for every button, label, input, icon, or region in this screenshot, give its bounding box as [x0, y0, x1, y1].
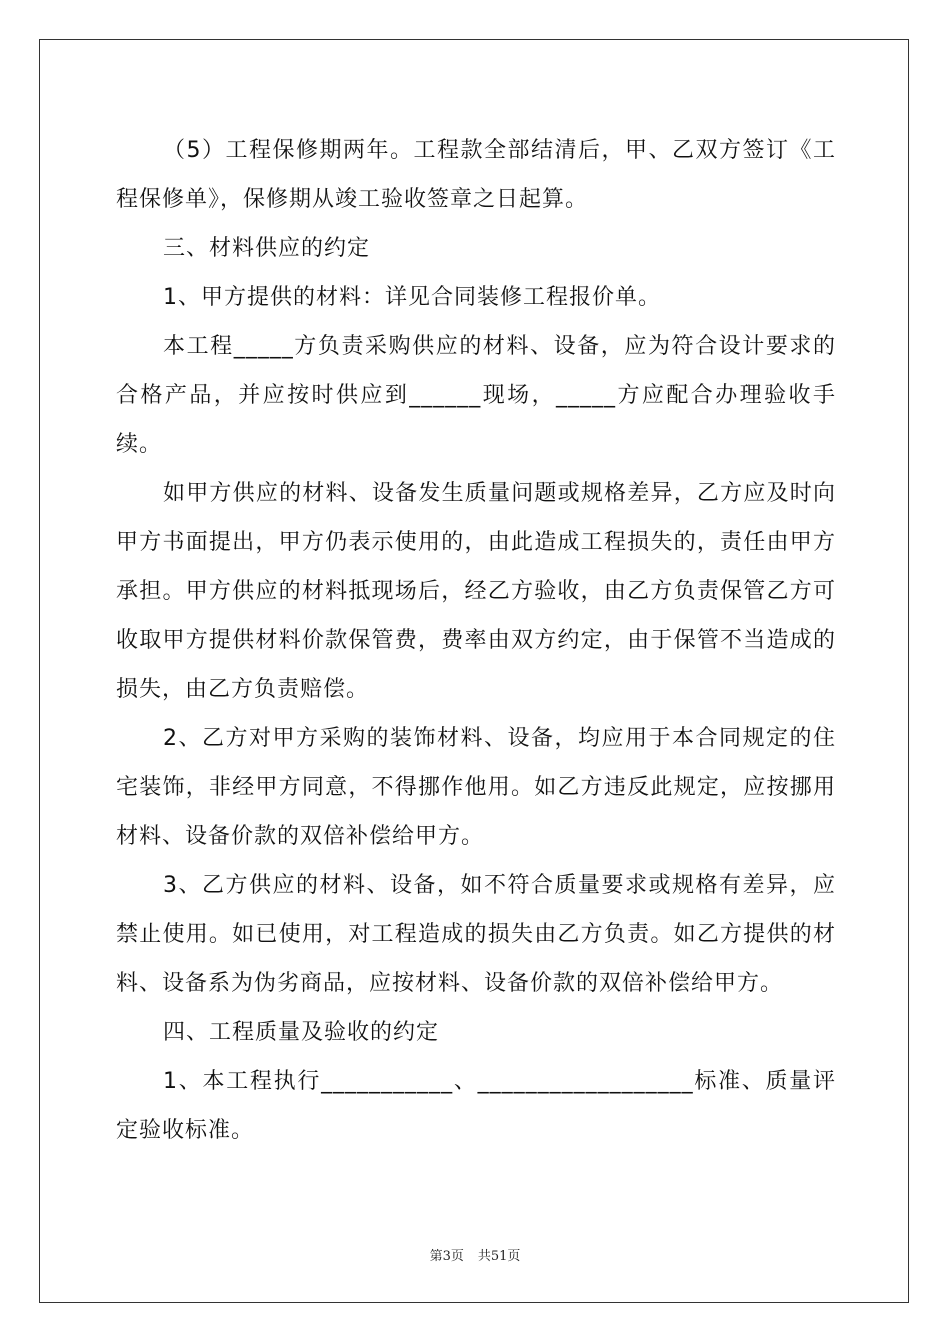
- page-number: 第3页: [429, 1249, 464, 1264]
- page-footer: [0, 1245, 950, 1264]
- paragraph-warranty: （5）工程保修期两年。工程款全部结清后，甲、乙双方签订《工程保修单》，保修期从竣工验收签章之日起算。: [116, 138, 836, 212]
- paragraph-quality-issues: 如甲方供应的材料、设备发生质量问题或规格差异，乙方应及时向甲方书面提出，甲方仍表示使用的，由此造成工程损失的，责任由甲方承担。甲方供应的材料抵现场后，经乙方验收，由乙方负责保管乙方可收取甲方提供材料价款保管费，费率由双方约定，由于保管不当造成的损失，由乙方负责赔偿。: [116, 481, 836, 702]
- paragraph-party-b-supply: 3、乙方供应的材料、设备，如不符合质量要求或规格有差异，应禁止使用。如已使用，对工程造成的损失由乙方负责。如乙方提供的材料、设备系为伪劣商品，应按材料、设备价款的双倍补偿给甲方。: [116, 873, 836, 996]
- paragraph-party-a-materials: 1、甲方提供的材料：详见合同装修工程报价单。: [163, 285, 661, 310]
- paragraph-procurement: 本工程_____方负责采购供应的材料、设备，应为符合设计要求的合格产品，并应按时供应到______现场，_____方应配合办理验收手续。: [116, 334, 836, 457]
- page-total: 共51页: [477, 1249, 521, 1264]
- paragraph-standards: 1、本工程执行___________、__________________标准、质量评定验收标准。: [116, 1069, 836, 1143]
- section-heading-materials: 三、材料供应的约定: [163, 236, 371, 261]
- paragraph-party-b-usage: 2、乙方对甲方采购的装饰材料、设备，均应用于本合同规定的住宅装饰，非经甲方同意，不得挪作他用。如乙方违反此规定，应按挪用材料、设备价款的双倍补偿给甲方。: [116, 726, 836, 849]
- document-body: [116, 126, 836, 1155]
- section-heading-quality: 四、工程质量及验收的约定: [163, 1020, 440, 1045]
